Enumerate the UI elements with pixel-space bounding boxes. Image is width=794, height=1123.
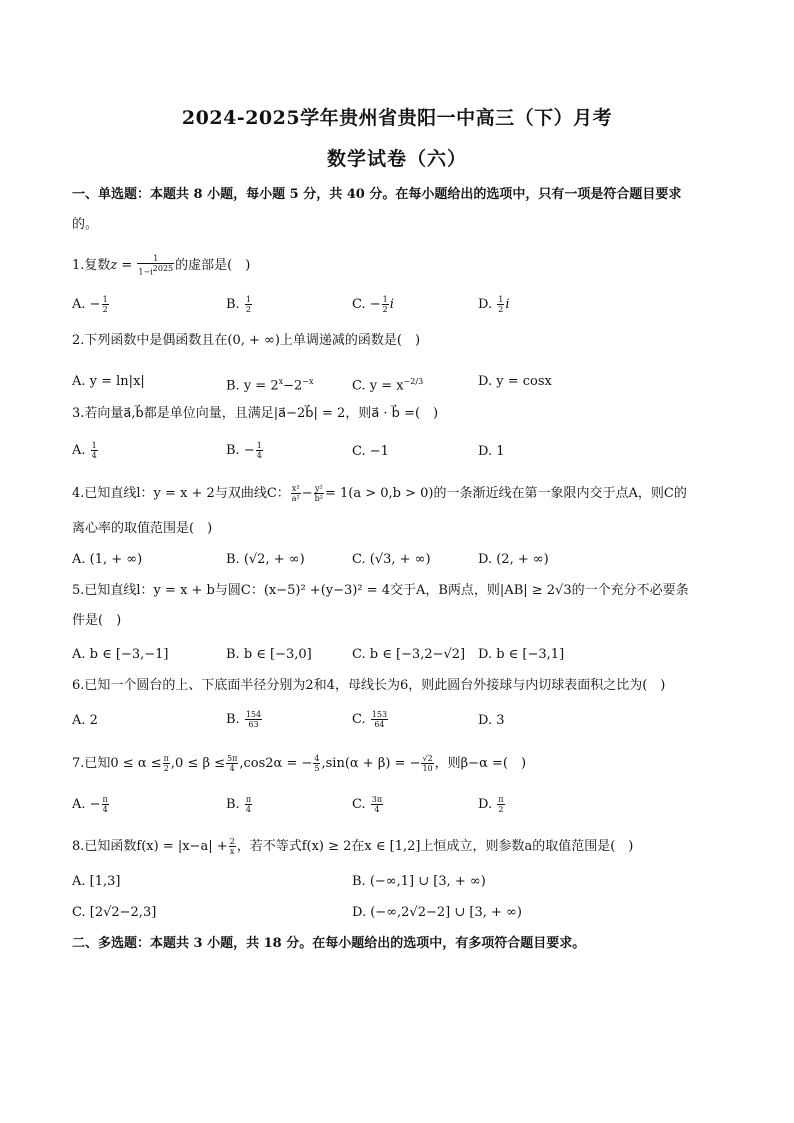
q6-b-frac [245,710,262,729]
q6-b-num: 154 [245,710,262,719]
q7-b-num: π [245,795,252,804]
question-1 [72,254,250,277]
q6-b-label: B. [226,712,240,727]
q1-c-var: i [389,297,394,312]
q1-a-frac [102,295,109,314]
q1-prefix: 1.复数 [72,257,111,273]
exam-title: 2024-2025学年贵州省贵阳一中高三（下）月考 [181,107,613,129]
q1-option-a [72,295,110,314]
question-2: 2.下列函数中是偶函数且在(0, + ∞)上单调递减的函数是( ) [72,333,421,348]
q1-den-exp: 2025 [152,264,174,273]
q8-option-a: A. [1,3] [72,874,121,889]
q1-c-den: 2 [382,305,388,314]
q3-b-frac [256,441,263,460]
question-6: 6.已知一个圆台的上、下底面半径分别为2和4，母线长为6，则此圆台外接球与内切球表面积之比为( ) [72,678,666,693]
q7-d-den: 2 [498,805,504,814]
question-4-line1 [72,484,687,503]
q7-c-num: 3π [371,795,383,804]
q5-option-b: B. b ∈ [−3,0] [226,647,312,662]
q7-c-label: C. [352,797,366,812]
q7-frac4 [421,754,433,773]
q1-var: z = [110,257,133,273]
q1-a-label: A. [72,297,86,312]
q7-frac3 [313,754,320,773]
q3-option-c: C. −1 [352,444,389,459]
q7-option-d [478,795,506,814]
q7-p1: 7.已知0 ≤ α ≤ [72,756,162,771]
q1-a-num: 1 [102,295,108,304]
q5-option-a: A. b ∈ [−3,−1] [72,647,169,662]
q4-option-a: A. (1, + ∞) [72,552,143,567]
q7-c-den: 4 [374,805,380,814]
q1-option-c [352,295,394,314]
q7-b-den: 4 [245,805,251,814]
q6-c-frac [371,710,388,729]
exam-subtitle: 数学试卷（六） [326,148,467,170]
q4-f1-num: x² [291,484,300,493]
q3-a-frac [91,441,98,460]
q1-d-var: i [505,297,510,312]
q7-d-label: D. [478,797,493,812]
q1-c-num: 1 [382,295,388,304]
q2-b-exp1: x [278,377,284,386]
q3-a-num: 1 [91,441,97,450]
q7-p3: ,cos2α = − [239,756,313,771]
q7-a-den: 4 [102,805,108,814]
question-8 [72,837,633,856]
q1-option-b [226,295,253,314]
q6-option-c [352,710,389,729]
q3-a-label: A. [72,443,86,458]
q7-f4-num: √2 [422,754,433,763]
section1-intro-line2: 的。 [72,217,99,232]
q7-p5: ，则β−α =( ) [434,756,527,771]
q1-option-d [478,295,510,314]
q6-b-den: 63 [248,720,259,729]
q8-f-num: 2 [229,837,235,846]
q7-p2: ,0 ≤ β ≤ [170,756,226,771]
section1-intro-line1: 一、单选题：本题共 8 小题，每小题 5 分，共 40 分。在每小题给出的选项中，只有一项是符合题目要求 [72,187,682,202]
q1-d-frac [497,295,504,314]
q8-option-d: D. (−∞,2√2−2] ∪ [3, + ∞) [352,905,522,920]
q2-option-c [352,373,423,395]
q8-p2: ，若不等式f(x) ≥ 2在x ∈ [1,2]上恒成立，则参数a的取值范围是( ) [236,839,634,854]
q7-d-frac [497,795,504,814]
q1-a-sign: − [89,297,101,312]
q5-option-d: D. b ∈ [−3,1] [478,647,565,662]
question-5-line1: 5.已知直线l：y = x + b与圆C：(x−5)² +(y−3)² = 4交于A，B两点，则|AB| ≥ 2√3的一个充分不必要条 [72,583,689,598]
q7-c-frac [371,795,383,814]
q1-num: 1 [137,254,174,264]
q1-b-label: B. [226,297,240,312]
q1-b-num: 1 [245,295,251,304]
question-3: 3.若向量a⃗,b⃗都是单位向量，且满足|a⃗−2b⃗| = 2，则a⃗ · b⃗ =( ) [72,406,439,421]
q2-b-exp2: −x [302,377,314,386]
q3-b-den: 4 [256,451,262,460]
q2-option-a: A. y = ln|x| [72,374,145,389]
q8-option-b: B. (−∞,1] ∪ [3, + ∞) [352,874,486,889]
q7-b-frac [245,795,252,814]
q1-c-sign: − [369,297,381,312]
q7-f1-num: π [163,754,169,763]
q4-f2-den: b² [314,494,323,503]
q7-f4-den: 10 [422,764,433,773]
q1-d-den: 2 [498,305,504,314]
q7-frac1 [163,754,170,773]
q1-c-label: C. [352,297,366,312]
question-5-line2: 件是( ) [72,613,122,628]
q1-fraction [137,254,174,277]
q2-b-pre: B. y = 2 [226,378,279,394]
q3-option-b [226,441,264,460]
q6-option-d: D. 3 [478,713,505,728]
q5-option-c: C. b ∈ [−3,2−√2] [352,647,466,662]
q4-f2-num: y² [314,484,323,493]
q7-frac2 [226,754,238,773]
q2-option-b [226,373,314,395]
q3-option-d: D. 1 [478,444,505,459]
q7-d-num: π [498,795,504,804]
q1-a-den: 2 [102,305,108,314]
q8-frac [229,837,236,856]
q1-b-frac [245,295,252,314]
q4-post: = 1(a > 0,b > 0)的一条渐近线在第一象限内交于点A，则C的 [325,486,687,501]
q4-option-c: C. (√3, + ∞) [352,552,431,567]
q3-option-a [72,441,99,460]
q2-c-exp: −2/3 [403,377,424,386]
q4-pre: 4.已知直线l：y = x + 2与双曲线C： [72,486,290,501]
q7-f3-den: 5 [314,764,320,773]
q8-p1: 8.已知函数f(x) = |x−a| + [72,839,228,854]
q6-c-num: 153 [371,710,388,719]
q6-option-b [226,710,263,729]
q7-p4: ,sin(α + β) = − [321,756,421,771]
q3-b-label: B. − [226,443,255,458]
q7-f2-num: 5π [227,754,238,763]
q1-suffix: 的虚部是( ) [175,257,251,273]
q1-d-label: D. [478,297,493,312]
q1-c-frac [382,295,389,314]
q3-b-num: 1 [256,441,262,450]
q7-f2-den: 4 [229,764,235,773]
q7-option-a [72,795,110,814]
q7-a-num: π [102,795,108,804]
q7-f3-num: 4 [314,754,320,763]
q4-frac1 [291,484,301,503]
section2-intro: 二、多选题：本题共 3 小题，共 18 分。在每小题给出的选项中，有多项符合题目要求。 [72,936,586,951]
q4-f1-den: a² [291,494,300,503]
q6-c-den: 64 [374,720,385,729]
q1-den-base: 1−i [138,267,153,277]
q1-den [137,264,174,277]
q4-option-d: D. (2, + ∞) [478,552,549,567]
q7-option-c [352,795,384,814]
q4-frac2 [314,484,324,503]
q8-option-c: C. [2√2−2,3] [72,905,157,920]
q3-a-den: 4 [91,451,97,460]
q2-c-pre: C. y = x [352,378,404,394]
q7-b-label: B. [226,797,240,812]
q7-f1-den: 2 [163,764,169,773]
q6-c-label: C. [352,712,366,727]
question-7 [72,754,526,773]
q1-d-num: 1 [498,295,504,304]
q6-option-a: A. 2 [72,713,98,728]
q4-minus: − [301,486,313,501]
q7-a-frac [102,795,109,814]
q2-option-d: D. y = cosx [478,374,552,389]
q8-f-den: x [229,847,235,856]
q7-option-b [226,795,253,814]
q4-option-b: B. (√2, + ∞) [226,552,305,567]
q1-b-den: 2 [245,305,251,314]
q7-a-label: A. − [72,797,101,812]
q2-b-mid: −2 [283,378,303,394]
question-4-line2: 离心率的取值范围是( ) [72,521,213,536]
